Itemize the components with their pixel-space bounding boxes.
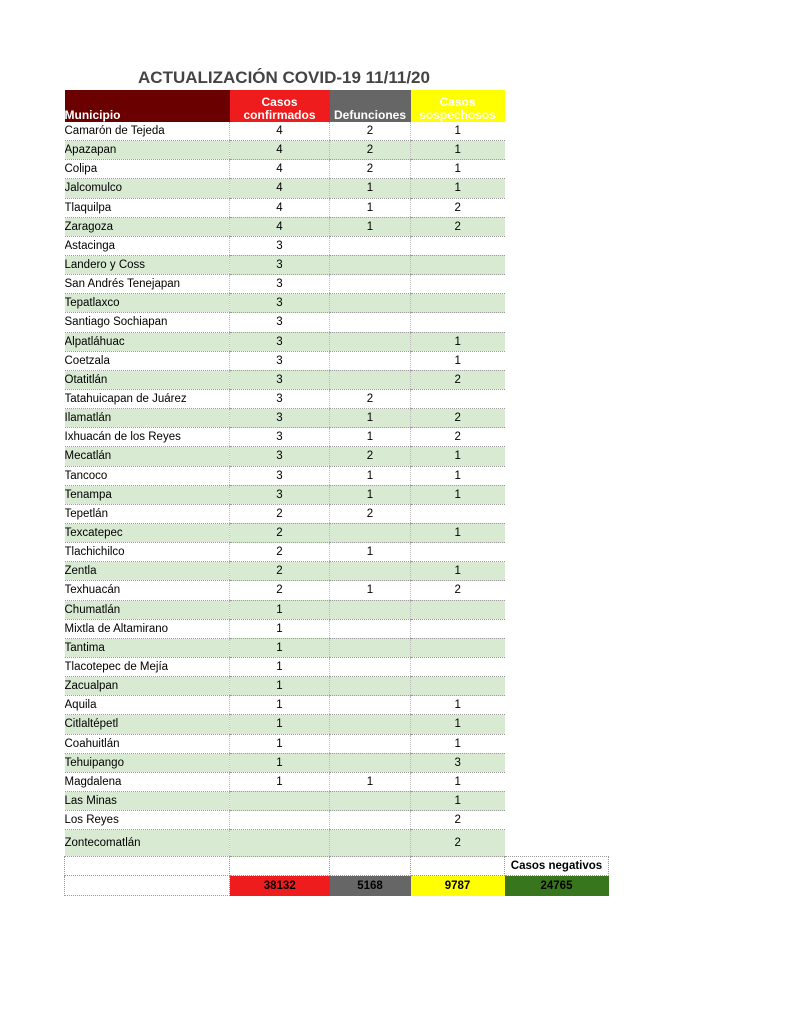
table-row <box>65 275 609 294</box>
header-municipio: Municipio <box>65 90 230 122</box>
municipio-cell: Landero y Coss <box>65 255 230 274</box>
confirmados-cell: 3 <box>230 389 330 408</box>
municipio-cell: Coahuitlán <box>65 734 230 753</box>
table-row <box>65 600 609 619</box>
sospechosos-cell <box>411 543 505 562</box>
table-row <box>65 504 609 523</box>
confirmados-cell: 3 <box>230 294 330 313</box>
municipio-cell: Tepetlán <box>65 504 230 523</box>
defunciones-cell: 2 <box>330 447 411 466</box>
table-row <box>65 619 609 638</box>
blank-cell <box>505 677 609 696</box>
confirmados-cell: 4 <box>230 198 330 217</box>
defunciones-cell: 1 <box>330 581 411 600</box>
table-row <box>65 677 609 696</box>
blank-cell <box>505 255 609 274</box>
municipio-cell: Tatahuicapan de Juárez <box>65 389 230 408</box>
defunciones-cell <box>330 638 411 657</box>
confirmados-cell: 3 <box>230 428 330 447</box>
defunciones-cell: 2 <box>330 504 411 523</box>
municipio-cell: Zontecomatlán <box>65 830 230 857</box>
municipio-cell: Coetzala <box>65 351 230 370</box>
defunciones-cell <box>330 696 411 715</box>
blank-cell <box>505 370 609 389</box>
confirmados-cell: 1 <box>230 753 330 772</box>
table-row <box>65 370 609 389</box>
confirmados-cell: 3 <box>230 255 330 274</box>
sospechosos-cell: 1 <box>411 466 505 485</box>
sospechosos-cell <box>411 255 505 274</box>
confirmados-cell: 1 <box>230 734 330 753</box>
table-row <box>65 696 609 715</box>
sospechosos-cell: 1 <box>411 791 505 810</box>
defunciones-cell <box>330 370 411 389</box>
table-row <box>65 389 609 408</box>
municipio-cell: Apazapan <box>65 141 230 160</box>
blank-cell <box>505 715 609 734</box>
municipio-cell: Zentla <box>65 562 230 581</box>
confirmados-cell: 1 <box>230 715 330 734</box>
sospechosos-cell: 1 <box>411 447 505 466</box>
totals-row <box>65 876 609 896</box>
blank-cell <box>505 122 609 141</box>
defunciones-cell: 1 <box>330 485 411 504</box>
confirmados-cell: 2 <box>230 581 330 600</box>
blank-cell <box>505 294 609 313</box>
defunciones-cell <box>330 236 411 255</box>
covid-table <box>64 90 609 896</box>
municipio-cell: Zacualpan <box>65 677 230 696</box>
table-row <box>65 179 609 198</box>
confirmados-cell: 1 <box>230 600 330 619</box>
municipio-cell: Las Minas <box>65 791 230 810</box>
table-row <box>65 543 609 562</box>
header-sospechosos-line1: Casos <box>439 95 476 109</box>
defunciones-cell: 2 <box>330 141 411 160</box>
table-row <box>65 562 609 581</box>
municipio-cell: Ixhuacán de los Reyes <box>65 428 230 447</box>
confirmados-cell <box>230 791 330 810</box>
confirmados-cell: 1 <box>230 696 330 715</box>
defunciones-cell: 1 <box>330 772 411 791</box>
defunciones-cell <box>330 657 411 676</box>
defunciones-cell: 1 <box>330 198 411 217</box>
sospechosos-cell: 1 <box>411 696 505 715</box>
defunciones-cell: 1 <box>330 179 411 198</box>
municipio-cell: Magdalena <box>65 772 230 791</box>
municipio-cell: Colipa <box>65 160 230 179</box>
sospechosos-cell: 2 <box>411 581 505 600</box>
municipio-cell: Aquila <box>65 696 230 715</box>
table-row <box>65 811 609 830</box>
sospechosos-cell: 1 <box>411 141 505 160</box>
sospechosos-cell <box>411 677 505 696</box>
blank-cell <box>505 389 609 408</box>
blank-cell <box>505 217 609 236</box>
table-row <box>65 466 609 485</box>
confirmados-cell: 3 <box>230 236 330 255</box>
blank-cell <box>505 275 609 294</box>
table-row <box>65 236 609 255</box>
blank-cell <box>505 447 609 466</box>
municipio-cell: Tepatlaxco <box>65 294 230 313</box>
defunciones-cell <box>330 332 411 351</box>
confirmados-cell: 3 <box>230 370 330 389</box>
sospechosos-cell: 2 <box>411 811 505 830</box>
sospechosos-cell: 1 <box>411 562 505 581</box>
page-title: ACTUALIZACIÓN COVID-19 11/11/20 <box>138 68 430 87</box>
municipio-cell: Jalcomulco <box>65 179 230 198</box>
blank-cell <box>505 409 609 428</box>
header-defunciones: Defunciones <box>330 90 411 122</box>
defunciones-cell <box>330 255 411 274</box>
confirmados-cell: 4 <box>230 179 330 198</box>
defunciones-cell <box>330 677 411 696</box>
confirmados-cell: 3 <box>230 275 330 294</box>
blank-cell <box>505 141 609 160</box>
blank-cell <box>505 504 609 523</box>
defunciones-cell: 2 <box>330 389 411 408</box>
confirmados-cell: 4 <box>230 141 330 160</box>
sospechosos-cell: 1 <box>411 734 505 753</box>
sospechosos-cell: 2 <box>411 198 505 217</box>
header-confirmados-line1: Casos <box>261 95 298 109</box>
blank-cell <box>505 562 609 581</box>
confirmados-cell: 2 <box>230 543 330 562</box>
table-row <box>65 657 609 676</box>
table-row <box>65 523 609 542</box>
blank-cell <box>505 772 609 791</box>
confirmados-cell: 3 <box>230 351 330 370</box>
defunciones-cell <box>330 351 411 370</box>
confirmados-cell: 1 <box>230 638 330 657</box>
confirmados-cell: 1 <box>230 657 330 676</box>
blank-cell <box>505 351 609 370</box>
totals-label-cell <box>65 876 230 896</box>
blank-cell <box>505 332 609 351</box>
confirmados-cell: 1 <box>230 772 330 791</box>
blank-cell <box>505 581 609 600</box>
municipio-cell: Tlachichilco <box>65 543 230 562</box>
sospechosos-cell: 1 <box>411 351 505 370</box>
blank-cell <box>505 543 609 562</box>
defunciones-cell <box>330 734 411 753</box>
blank-cell <box>505 485 609 504</box>
sospechosos-cell <box>411 638 505 657</box>
table-row <box>65 830 609 857</box>
total-confirmados: 38132 <box>230 876 330 896</box>
municipio-cell: Tlacotepec de Mejía <box>65 657 230 676</box>
blank-cell <box>505 179 609 198</box>
table-row <box>65 351 609 370</box>
defunciones-cell <box>330 523 411 542</box>
sospechosos-cell <box>411 294 505 313</box>
blank-cell <box>505 753 609 772</box>
table-row <box>65 753 609 772</box>
blank-cell <box>505 811 609 830</box>
table-row <box>65 332 609 351</box>
sospechosos-cell <box>411 275 505 294</box>
confirmados-cell: 1 <box>230 619 330 638</box>
sospechosos-cell: 1 <box>411 160 505 179</box>
confirmados-cell <box>230 830 330 857</box>
confirmados-cell: 4 <box>230 160 330 179</box>
municipio-cell: Ilamatlán <box>65 409 230 428</box>
sospechosos-cell <box>411 313 505 332</box>
defunciones-cell: 1 <box>330 409 411 428</box>
confirmados-cell <box>230 811 330 830</box>
table-row <box>65 485 609 504</box>
municipio-cell: Mixtla de Altamirano <box>65 619 230 638</box>
table-row <box>65 141 609 160</box>
sospechosos-cell: 1 <box>411 485 505 504</box>
municipio-cell: Alpatláhuac <box>65 332 230 351</box>
table-row <box>65 428 609 447</box>
table-body <box>65 122 609 896</box>
blank-cell <box>65 857 230 876</box>
sospechosos-cell: 1 <box>411 523 505 542</box>
header-blank <box>505 90 609 122</box>
confirmados-cell: 4 <box>230 122 330 141</box>
blank-cell <box>505 428 609 447</box>
blank-cell <box>505 198 609 217</box>
sospechosos-cell <box>411 389 505 408</box>
confirmados-cell: 3 <box>230 485 330 504</box>
municipio-cell: Tehuipango <box>65 753 230 772</box>
defunciones-cell <box>330 294 411 313</box>
municipio-cell: Astacinga <box>65 236 230 255</box>
table-row <box>65 772 609 791</box>
blank-cell <box>230 857 330 876</box>
confirmados-cell: 3 <box>230 409 330 428</box>
blank-cell <box>505 638 609 657</box>
total-sospechosos: 9787 <box>411 876 505 896</box>
sospechosos-cell: 2 <box>411 370 505 389</box>
municipio-cell: San Andrés Tenejapan <box>65 275 230 294</box>
municipio-cell: Texhuacán <box>65 581 230 600</box>
confirmados-cell: 1 <box>230 677 330 696</box>
confirmados-cell: 3 <box>230 466 330 485</box>
header-row <box>65 90 609 122</box>
table-row <box>65 160 609 179</box>
sospechosos-cell <box>411 236 505 255</box>
header-sospechosos <box>411 90 505 122</box>
sospechosos-cell: 3 <box>411 753 505 772</box>
defunciones-cell <box>330 830 411 857</box>
defunciones-cell <box>330 715 411 734</box>
sospechosos-cell: 1 <box>411 772 505 791</box>
table-row <box>65 313 609 332</box>
header-confirmados-line2: confirmados <box>243 108 316 122</box>
defunciones-cell: 1 <box>330 428 411 447</box>
municipio-cell: Los Reyes <box>65 811 230 830</box>
confirmados-cell: 2 <box>230 504 330 523</box>
defunciones-cell <box>330 600 411 619</box>
table-row <box>65 734 609 753</box>
blank-cell <box>505 696 609 715</box>
defunciones-cell: 2 <box>330 160 411 179</box>
blank-cell <box>505 313 609 332</box>
municipio-cell: Camarón de Tejeda <box>65 122 230 141</box>
defunciones-cell: 1 <box>330 543 411 562</box>
defunciones-cell <box>330 275 411 294</box>
defunciones-cell: 1 <box>330 217 411 236</box>
table-row <box>65 409 609 428</box>
municipio-cell: Citlaltépetl <box>65 715 230 734</box>
table-row <box>65 791 609 810</box>
defunciones-cell: 1 <box>330 466 411 485</box>
sospechosos-cell <box>411 504 505 523</box>
total-defunciones: 5168 <box>330 876 411 896</box>
blank-cell <box>505 523 609 542</box>
blank-cell <box>411 857 505 876</box>
confirmados-cell: 3 <box>230 332 330 351</box>
sospechosos-cell: 1 <box>411 179 505 198</box>
blank-cell <box>505 160 609 179</box>
confirmados-cell: 3 <box>230 313 330 332</box>
municipio-cell: Zaragoza <box>65 217 230 236</box>
sospechosos-cell <box>411 657 505 676</box>
municipio-cell: Tlaquilpa <box>65 198 230 217</box>
blank-cell <box>505 830 609 857</box>
table-row <box>65 638 609 657</box>
table-row <box>65 122 609 141</box>
confirmados-cell: 4 <box>230 217 330 236</box>
blank-cell <box>505 236 609 255</box>
negativos-label-row <box>65 857 609 876</box>
confirmados-cell: 3 <box>230 447 330 466</box>
blank-cell <box>505 734 609 753</box>
sospechosos-cell <box>411 600 505 619</box>
header-confirmados <box>230 90 330 122</box>
table-row <box>65 294 609 313</box>
blank-cell <box>505 600 609 619</box>
blank-cell <box>330 857 411 876</box>
sospechosos-cell: 1 <box>411 122 505 141</box>
municipio-cell: Tantima <box>65 638 230 657</box>
table-row <box>65 198 609 217</box>
sospechosos-cell: 1 <box>411 715 505 734</box>
confirmados-cell: 2 <box>230 562 330 581</box>
defunciones-cell <box>330 562 411 581</box>
municipio-cell: Tenampa <box>65 485 230 504</box>
defunciones-cell <box>330 753 411 772</box>
defunciones-cell: 2 <box>330 122 411 141</box>
sospechosos-cell <box>411 619 505 638</box>
table-row <box>65 715 609 734</box>
sospechosos-cell: 1 <box>411 332 505 351</box>
header-sospechosos-line2: sospechosos <box>419 108 496 122</box>
blank-cell <box>505 619 609 638</box>
municipio-cell: Mecatlán <box>65 447 230 466</box>
defunciones-cell <box>330 313 411 332</box>
sospechosos-cell: 2 <box>411 428 505 447</box>
defunciones-cell <box>330 619 411 638</box>
municipio-cell: Chumatlán <box>65 600 230 619</box>
total-negativos: 24765 <box>505 876 609 896</box>
municipio-cell: Tancoco <box>65 466 230 485</box>
table-row <box>65 217 609 236</box>
confirmados-cell: 2 <box>230 523 330 542</box>
blank-cell <box>505 791 609 810</box>
sospechosos-cell: 2 <box>411 409 505 428</box>
blank-cell <box>505 466 609 485</box>
table-row <box>65 581 609 600</box>
sospechosos-cell: 2 <box>411 217 505 236</box>
municipio-cell: Texcatepec <box>65 523 230 542</box>
defunciones-cell <box>330 791 411 810</box>
sospechosos-cell: 2 <box>411 830 505 857</box>
municipio-cell: Otatitlán <box>65 370 230 389</box>
table-row <box>65 255 609 274</box>
blank-cell <box>505 657 609 676</box>
table-row <box>65 447 609 466</box>
municipio-cell: Santiago Sochiapan <box>65 313 230 332</box>
header-negativos: Casos negativos <box>505 857 609 876</box>
defunciones-cell <box>330 811 411 830</box>
